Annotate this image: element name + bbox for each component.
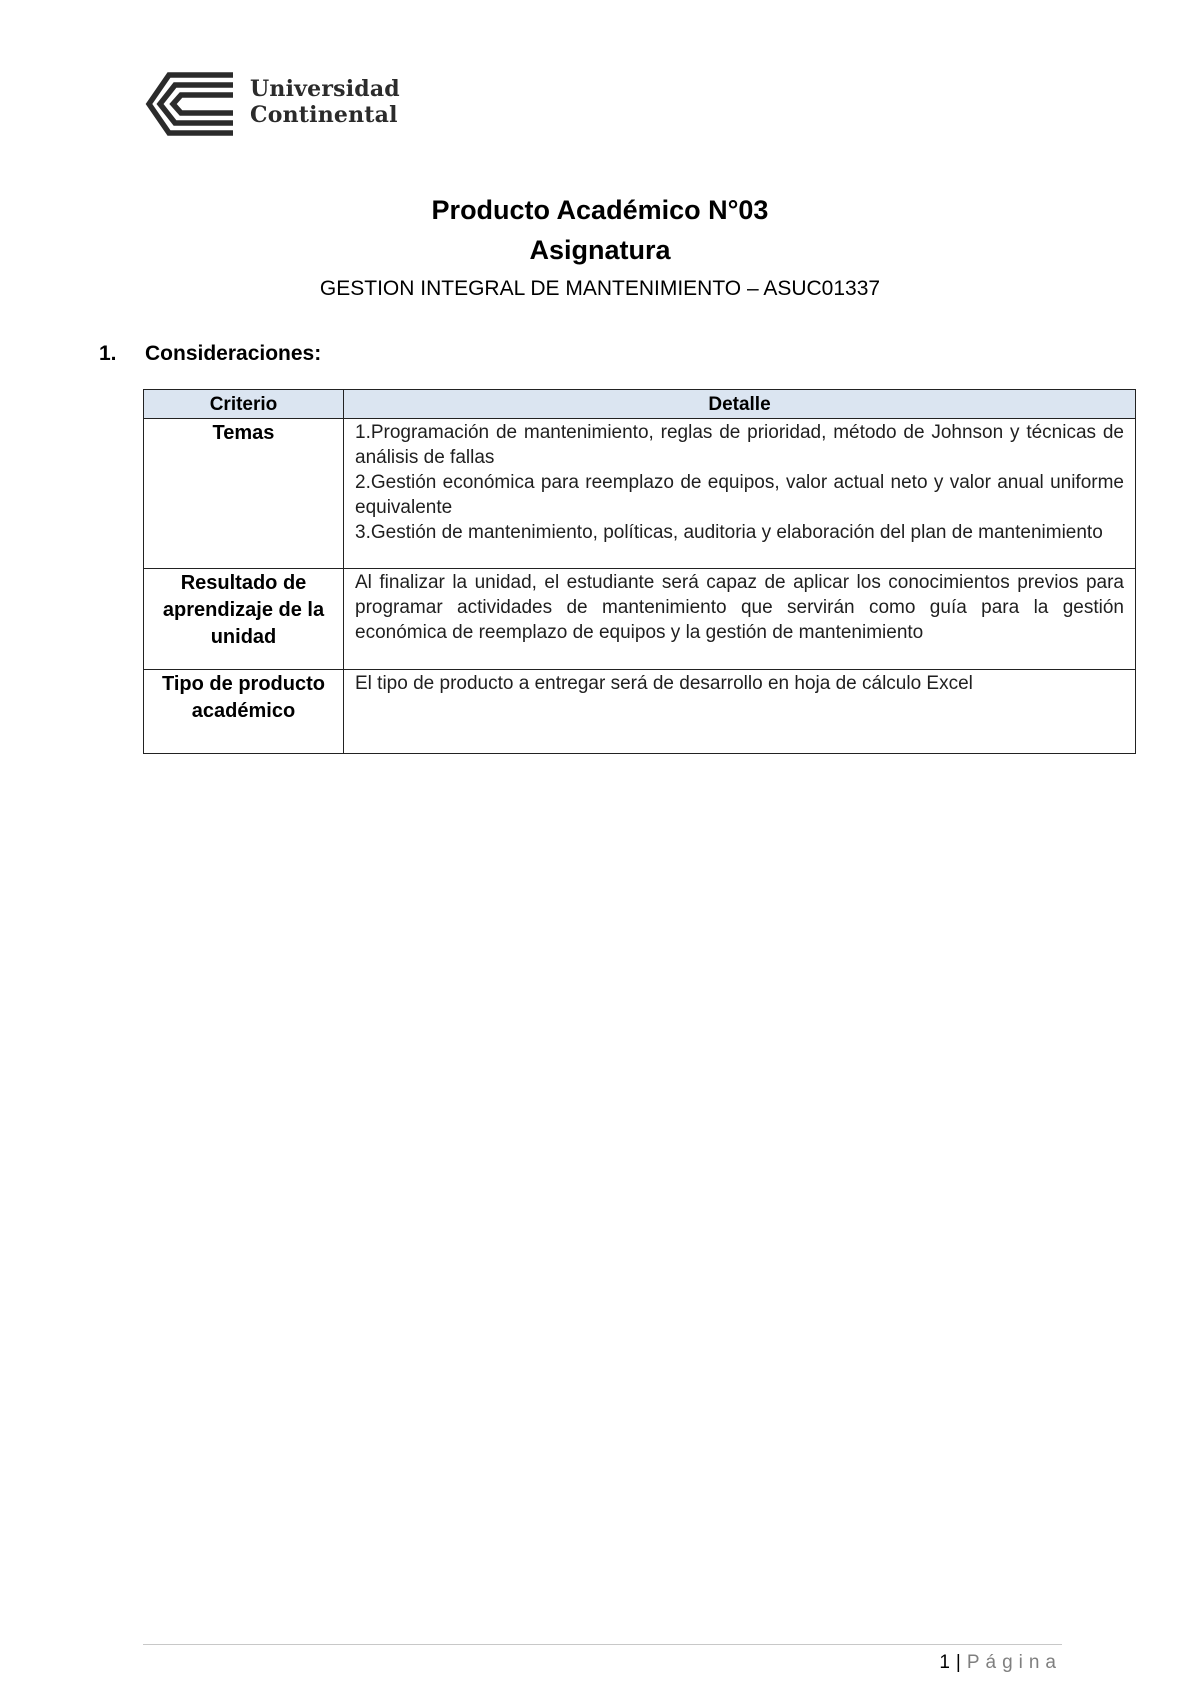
section-heading [99,340,321,368]
detalle-cell [344,569,1136,670]
footer-divider [143,1644,1062,1645]
page-number: 1 [939,1652,950,1673]
topic-item: 1.Programación de mantenimiento, reglas de prioridad, método de Johnson y técnicas de análisis de fallas [355,422,1124,468]
topic-item: 3.Gestión de mantenimiento, políticas, auditoria y elaboración del plan de mantenimiento [355,522,1103,543]
table-row [144,419,1136,569]
table-header-row [144,390,1136,419]
section-title: Consideraciones: [145,342,322,365]
column-header-criterio: Criterio [144,390,344,419]
university-logo [143,70,403,140]
page-footer [939,1650,1062,1676]
page-word: Página [966,1652,1062,1673]
section-number: 1. [99,342,117,365]
detalle-cell [344,419,1136,569]
detalle-cell [344,670,1136,754]
subject-label: Asignatura [529,235,671,265]
footer-separator: | [955,1652,961,1673]
university-logo-text [250,76,400,128]
document-title: Producto Académico N°03 [431,195,769,225]
course-name: GESTION INTEGRAL DE MANTENIMIENTO – ASUC01337 [319,277,881,300]
criterio-cell: Temas [144,419,344,569]
table-row [144,569,1136,670]
criterio-cell: Resultado de aprendizaje de la unidad [144,569,344,670]
logo-line-2: Continental [250,102,398,128]
column-header-detalle: Detalle [344,390,1136,419]
product-type-text: El tipo de producto a entregar será de desarrollo en hoja de cálculo Excel [355,673,973,694]
table-row [144,670,1136,754]
logo-line-1: Universidad [250,76,400,102]
considerations-table [143,389,1136,754]
topic-item: 2.Gestión económica para reemplazo de equipos, valor actual neto y valor anual uniforme equivalente [355,472,1124,518]
learning-outcome-text: Al finalizar la unidad, el estudiante será capaz de aplicar los conocimientos previos para programar actividades de mantenimiento que servirán como guía para la gestión económica de reemplazo de equipos y la gestión de mantenimiento [355,572,1124,643]
university-logo-icon [143,70,235,138]
criterio-cell: Tipo de producto académico [144,670,344,754]
